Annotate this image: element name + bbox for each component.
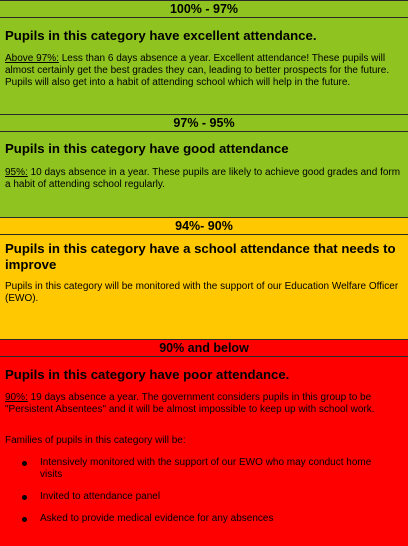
description-text: 19 days absence a year. The government considers pupils in this group to be "Persistent Absentees" and it will be almost impossible to keep up with school work. xyxy=(5,392,375,416)
band-needs-improvement xyxy=(0,217,408,339)
range-heading: 90% and below xyxy=(0,340,408,357)
category-description xyxy=(0,167,408,191)
range-heading: 97% - 95% xyxy=(0,115,408,132)
families-intro: Families of pupils in this category will be: xyxy=(5,435,186,447)
threshold-label: Above 97%: xyxy=(5,53,59,64)
list-item-text: Invited to attendance panel xyxy=(40,491,161,503)
bullet-icon xyxy=(22,461,27,466)
description-text: Less than 6 days absence a year. Excellent attendance! These pupils will almost certainly get the best grades they can, leading to better prospects for the future. Pupils will also get into a habit of attending school which will help in the future. xyxy=(5,53,390,89)
category-title: Pupils in this category have excellent attendance. xyxy=(5,28,317,43)
threshold-label: 90%: xyxy=(5,392,28,403)
threshold-label: 95%: xyxy=(5,167,28,178)
description-text: 10 days absence in a year. These pupils are likely to achieve good grades and form a habit of attending school regularly. xyxy=(5,167,401,191)
range-heading: 94%- 90% xyxy=(0,218,408,235)
category-description: Pupils in this category will be monitored with the support of our Education Welfare Officer (EWO). xyxy=(5,281,399,305)
category-description xyxy=(0,53,408,90)
list-item-text: Asked to provide medical evidence for any absences xyxy=(40,513,274,525)
list-item-text: Intensively monitored with the support of our EWO who may conduct home visits xyxy=(40,457,372,481)
band-good xyxy=(0,114,408,217)
category-description xyxy=(0,392,408,416)
list-item xyxy=(0,513,408,525)
list-item xyxy=(0,457,408,481)
band-excellent xyxy=(0,0,408,114)
category-title: Pupils in this category have good attendance xyxy=(5,141,289,156)
range-heading: 100% - 97% xyxy=(0,1,408,18)
measures-list xyxy=(0,457,408,525)
band-poor xyxy=(0,339,408,546)
bullet-icon xyxy=(22,517,27,522)
list-item xyxy=(0,491,408,503)
category-title: Pupils in this category have a school attendance that needs to improve xyxy=(5,241,396,272)
bullet-icon xyxy=(22,495,27,500)
category-title: Pupils in this category have poor attendance. xyxy=(5,367,290,382)
